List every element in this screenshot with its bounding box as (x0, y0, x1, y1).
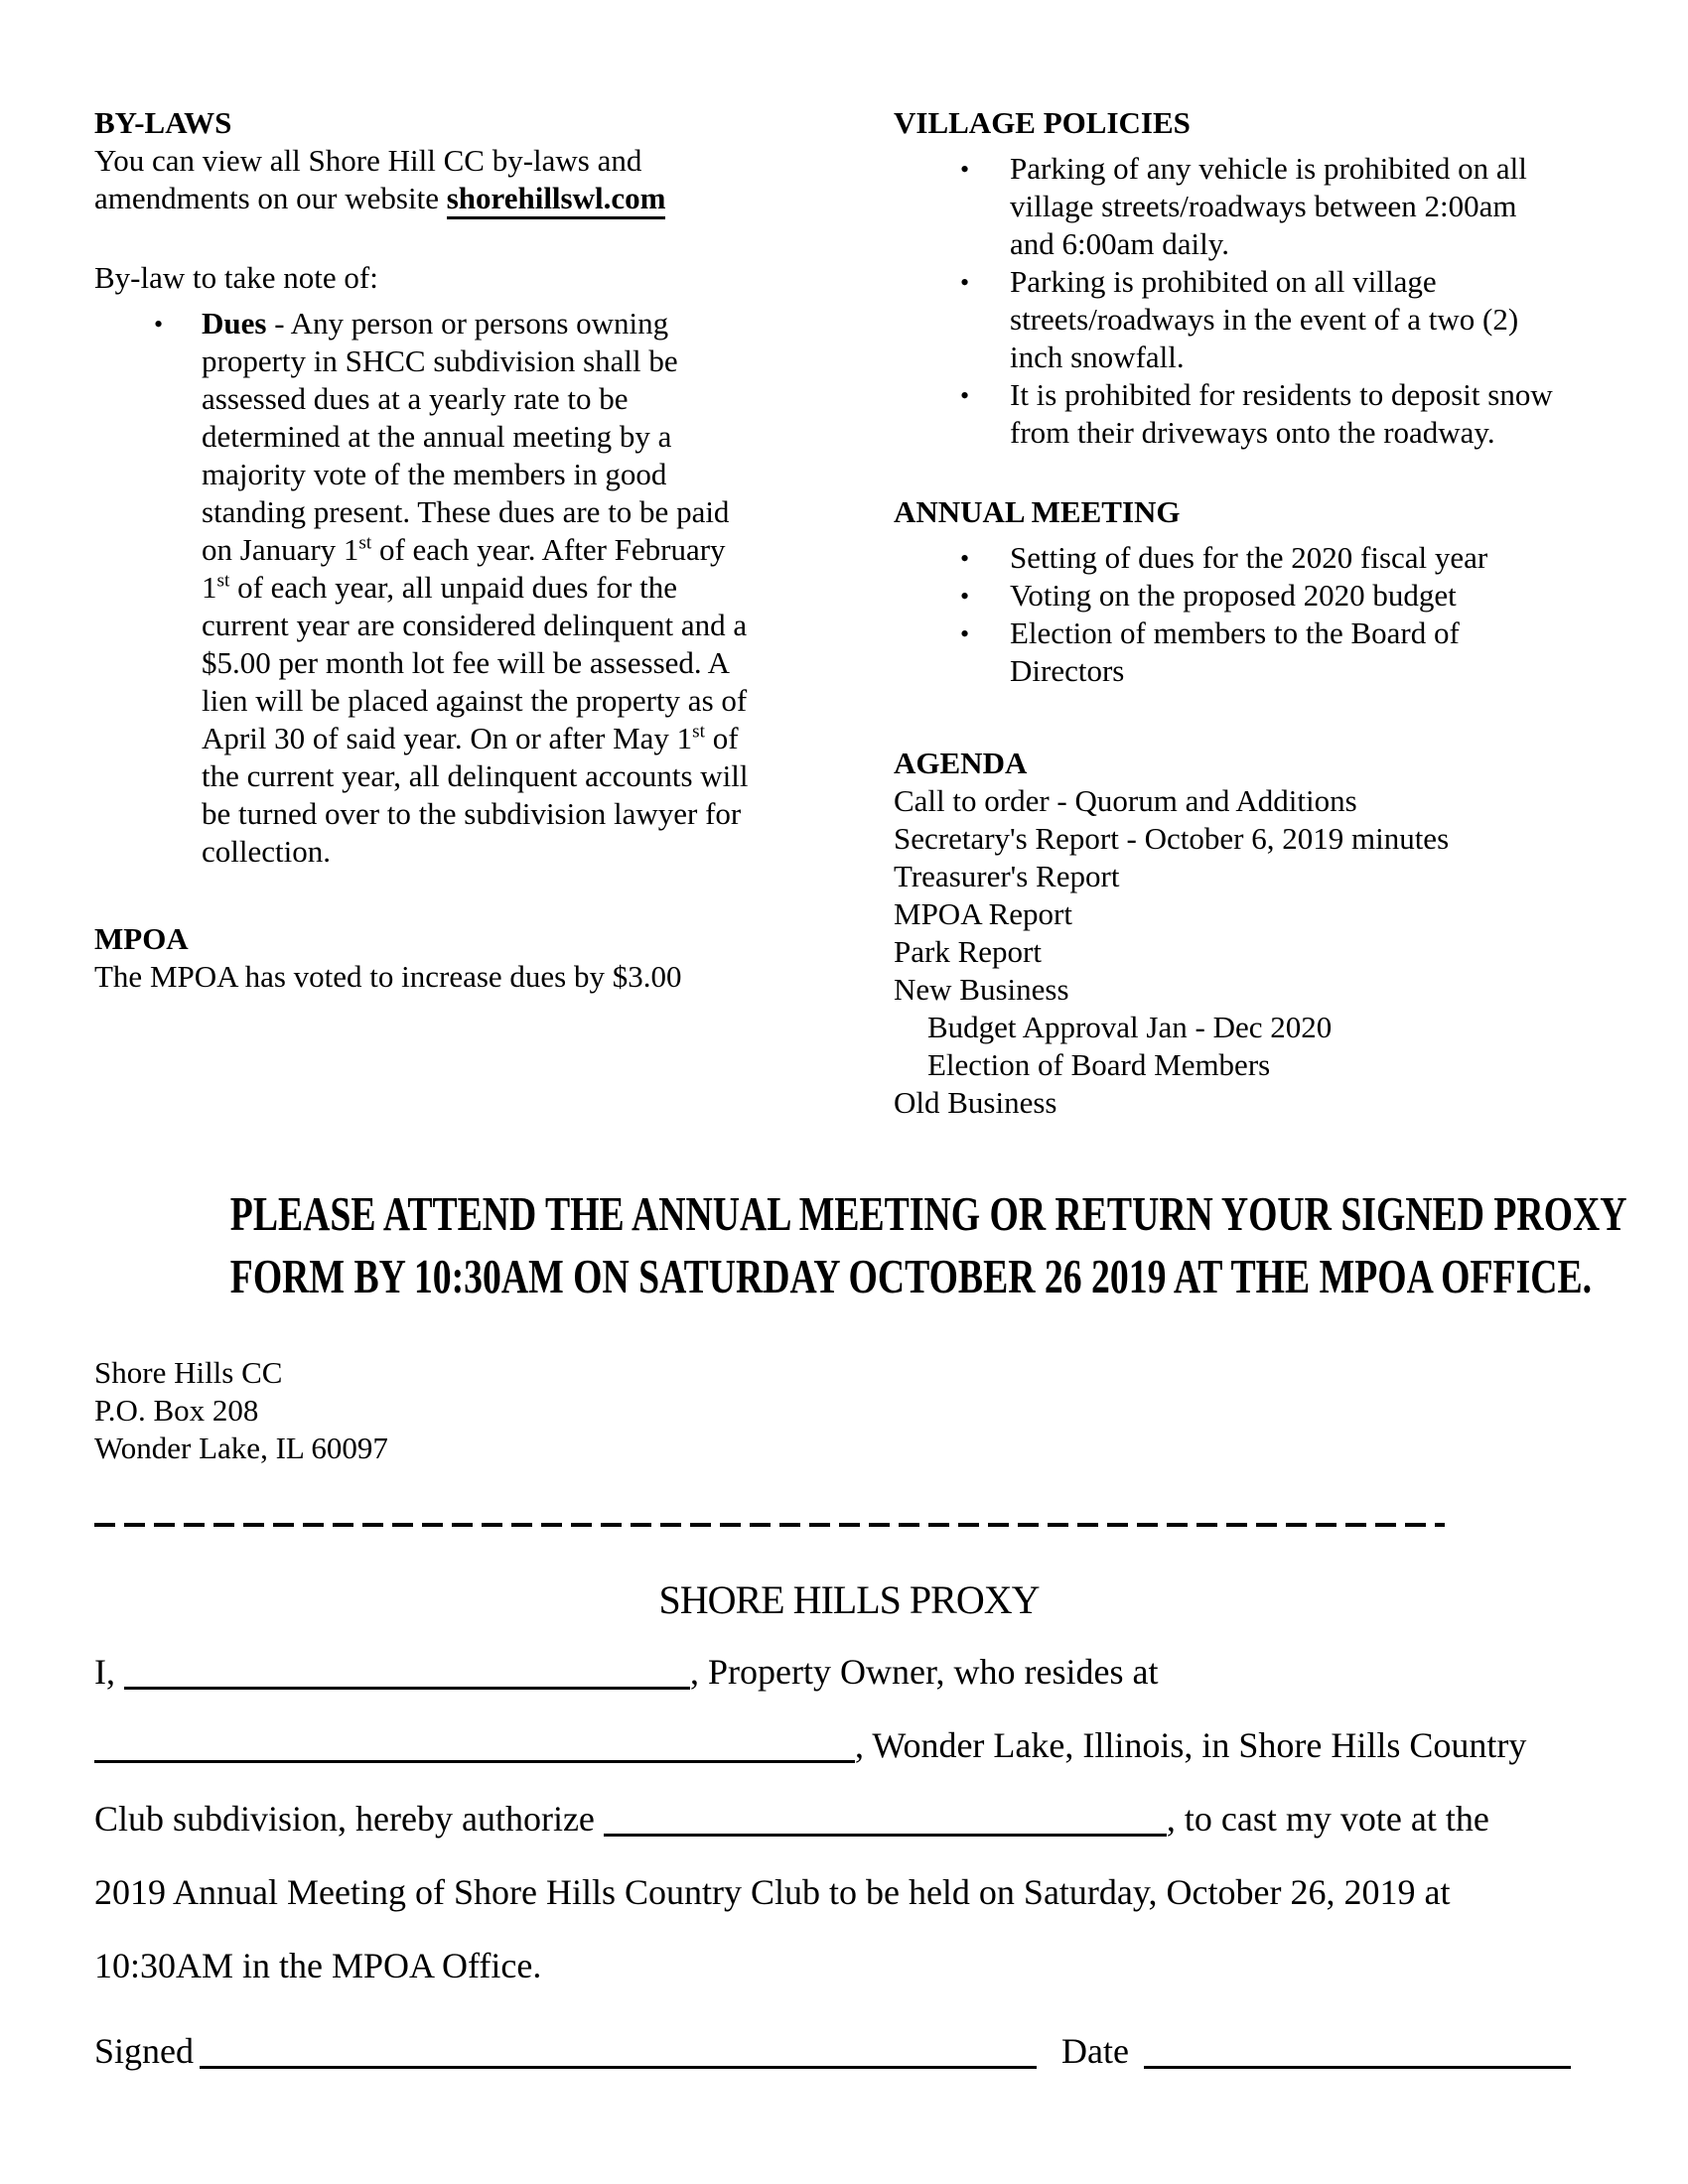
policy-bullet-item (960, 150, 1628, 263)
address-city: Wonder Lake, IL 60097 (94, 1431, 388, 1465)
dues-line (202, 305, 735, 342)
meeting-line: Voting on the proposed 2020 budget (1010, 578, 1457, 613)
dues-text: April 30 of said year. On or after May 1 (202, 721, 693, 755)
policy-line: and 6:00am daily. (1010, 226, 1229, 261)
dues-line (202, 531, 735, 569)
agenda-item: Secretary's Report - October 6, 2019 minutes (894, 821, 1450, 856)
annual-meeting-list (894, 539, 1628, 690)
policy-line: from their driveways onto the roadway. (1010, 415, 1495, 450)
proxy-text: Club subdivision, hereby authorize (94, 1799, 604, 1839)
mpoa-text: The MPOA has voted to increase dues by $3.00 (94, 959, 682, 994)
spacer (894, 452, 1628, 493)
village-policies-heading: VILLAGE POLICIES (894, 105, 1191, 140)
address-blank (94, 1742, 855, 1763)
agenda-heading: AGENDA (894, 746, 1028, 780)
signed-label: Signed (94, 2031, 195, 2071)
bylaws-intro-line2-text: amendments on our website (94, 181, 447, 215)
policy-line: It is prohibited for residents to deposit snow (1010, 377, 1553, 412)
dues-line (202, 569, 735, 607)
proxy-text: , Property Owner, who resides at (690, 1652, 1159, 1692)
dues-label: Dues (202, 306, 267, 341)
policy-bullet-item (960, 376, 1628, 452)
right-column (894, 104, 1628, 1122)
two-column-section (94, 104, 1604, 1122)
meeting-bullet-item (960, 539, 1628, 577)
meeting-bullet-item (960, 614, 1628, 690)
proxy-title: SHORE HILLS PROXY (658, 1577, 1040, 1622)
bullet-icon: • (960, 268, 970, 297)
bullet-icon: • (154, 310, 164, 339)
agenda-item: Treasurer's Report (894, 859, 1120, 893)
dues-text: of (704, 721, 739, 755)
proxy-line-5: 10:30AM in the MPOA Office. (94, 1946, 542, 1985)
policy-line: inch snowfall. (1010, 340, 1185, 374)
proxy-text: , Wonder Lake, Illinois, in Shore Hills Country (855, 1725, 1527, 1765)
spacer (94, 871, 735, 920)
bylaws-intro-line1: You can view all Shore Hill CC by-laws and (94, 143, 642, 178)
ordinal-superscript: st (216, 570, 230, 592)
bylaw-note-line: By-law to take note of: (94, 260, 378, 295)
left-column (94, 104, 749, 996)
village-policies-list (894, 150, 1628, 452)
dues-text: of each year. After February (371, 532, 726, 567)
meeting-bullet-item (960, 577, 1628, 614)
dues-line: $5.00 per month lot fee will be assessed. A (202, 645, 731, 680)
attend-notice-line1: PLEASE ATTEND THE ANNUAL MEETING OR RETURN YOUR SIGNED PROXY (229, 1187, 1627, 1241)
ordinal-superscript: st (692, 721, 705, 743)
dues-line: be turned over to the subdivision lawyer for (202, 796, 742, 831)
website-link[interactable]: shorehillswl.com (447, 181, 666, 219)
signature-blank (200, 2048, 1037, 2069)
dues-text: - Any person or persons owning (266, 306, 669, 341)
bullet-icon: • (960, 544, 970, 573)
date-blank (1144, 2048, 1571, 2069)
ordinal-superscript: st (358, 532, 372, 554)
proxy-line-2 (94, 1725, 1604, 1765)
meeting-line: Directors (1010, 653, 1125, 688)
spacer (94, 217, 735, 259)
policy-bullet-item (960, 263, 1628, 376)
spacer (894, 690, 1628, 745)
bullet-icon: • (960, 582, 970, 611)
agenda-item: Park Report (894, 934, 1042, 969)
agenda-item: Old Business (894, 1085, 1057, 1120)
dues-list (94, 305, 749, 871)
meeting-line: Setting of dues for the 2020 fiscal year (1010, 540, 1488, 575)
dues-line: current year are considered delinquent and a (202, 608, 748, 642)
dues-text: on January 1 (202, 532, 359, 567)
signature-row (94, 2031, 1604, 2071)
authorized-person-blank (604, 1816, 1167, 1837)
dues-text: 1 (202, 570, 217, 605)
dues-line (202, 720, 739, 757)
bylaws-intro-line2 (94, 180, 735, 217)
proxy-text: , to cast my vote at the (1166, 1799, 1489, 1839)
dues-line: collection. (202, 834, 331, 869)
agenda-item: Call to order - Quorum and Additions (894, 783, 1357, 818)
policy-line: streets/roadways in the event of a two (2) (1010, 302, 1519, 337)
policy-line: Parking of any vehicle is prohibited on all (1010, 151, 1527, 186)
attend-notice (229, 1183, 1627, 1308)
proxy-line-1 (94, 1652, 1604, 1692)
dues-line: property in SHCC subdivision shall be (202, 343, 678, 378)
dues-text: of each year, all unpaid dues for the (229, 570, 677, 605)
dues-line: majority vote of the members in good (202, 457, 667, 491)
attend-notice-line2: FORM BY 10:30AM ON SATURDAY OCTOBER 26 2019 AT THE MPOA OFFICE. (229, 1250, 1593, 1303)
address-po-box: P.O. Box 208 (94, 1393, 259, 1428)
proxy-form (94, 1652, 1604, 2071)
dues-line: the current year, all delinquent accounts will (202, 758, 749, 793)
date-label: Date (1061, 2031, 1129, 2071)
meeting-line: Election of members to the Board of (1010, 615, 1460, 650)
dues-line: determined at the annual meeting by a (202, 419, 672, 454)
proxy-text: I, (94, 1652, 124, 1692)
agenda-item: New Business (894, 972, 1069, 1007)
mpoa-heading: MPOA (94, 921, 189, 956)
agenda-item: Election of Board Members (927, 1047, 1271, 1082)
dashed-divider (94, 1523, 1445, 1527)
bullet-icon: • (960, 155, 970, 184)
proxy-line-4: 2019 Annual Meeting of Shore Hills Country Club to be held on Saturday, October 26, 2019 at (94, 1872, 1451, 1912)
dues-line: assessed dues at a yearly rate to be (202, 381, 629, 416)
annual-meeting-heading: ANNUAL MEETING (894, 494, 1181, 529)
bullet-icon: • (960, 381, 970, 410)
agenda-item: MPOA Report (894, 896, 1072, 931)
address-org: Shore Hills CC (94, 1355, 283, 1390)
bylaws-heading: BY-LAWS (94, 105, 232, 140)
mailing-address (94, 1354, 1604, 1467)
bullet-icon: • (960, 619, 970, 648)
agenda-item: Budget Approval Jan - Dec 2020 (927, 1010, 1333, 1044)
proxy-line-3 (94, 1799, 1604, 1839)
dues-bullet-item (154, 305, 749, 871)
dues-line: lien will be placed against the property as of (202, 683, 748, 718)
policy-line: Parking is prohibited on all village (1010, 264, 1437, 299)
policy-line: village streets/roadways between 2:00am (1010, 189, 1517, 223)
owner-name-blank (124, 1669, 690, 1690)
dues-line: standing present. These dues are to be paid (202, 494, 730, 529)
